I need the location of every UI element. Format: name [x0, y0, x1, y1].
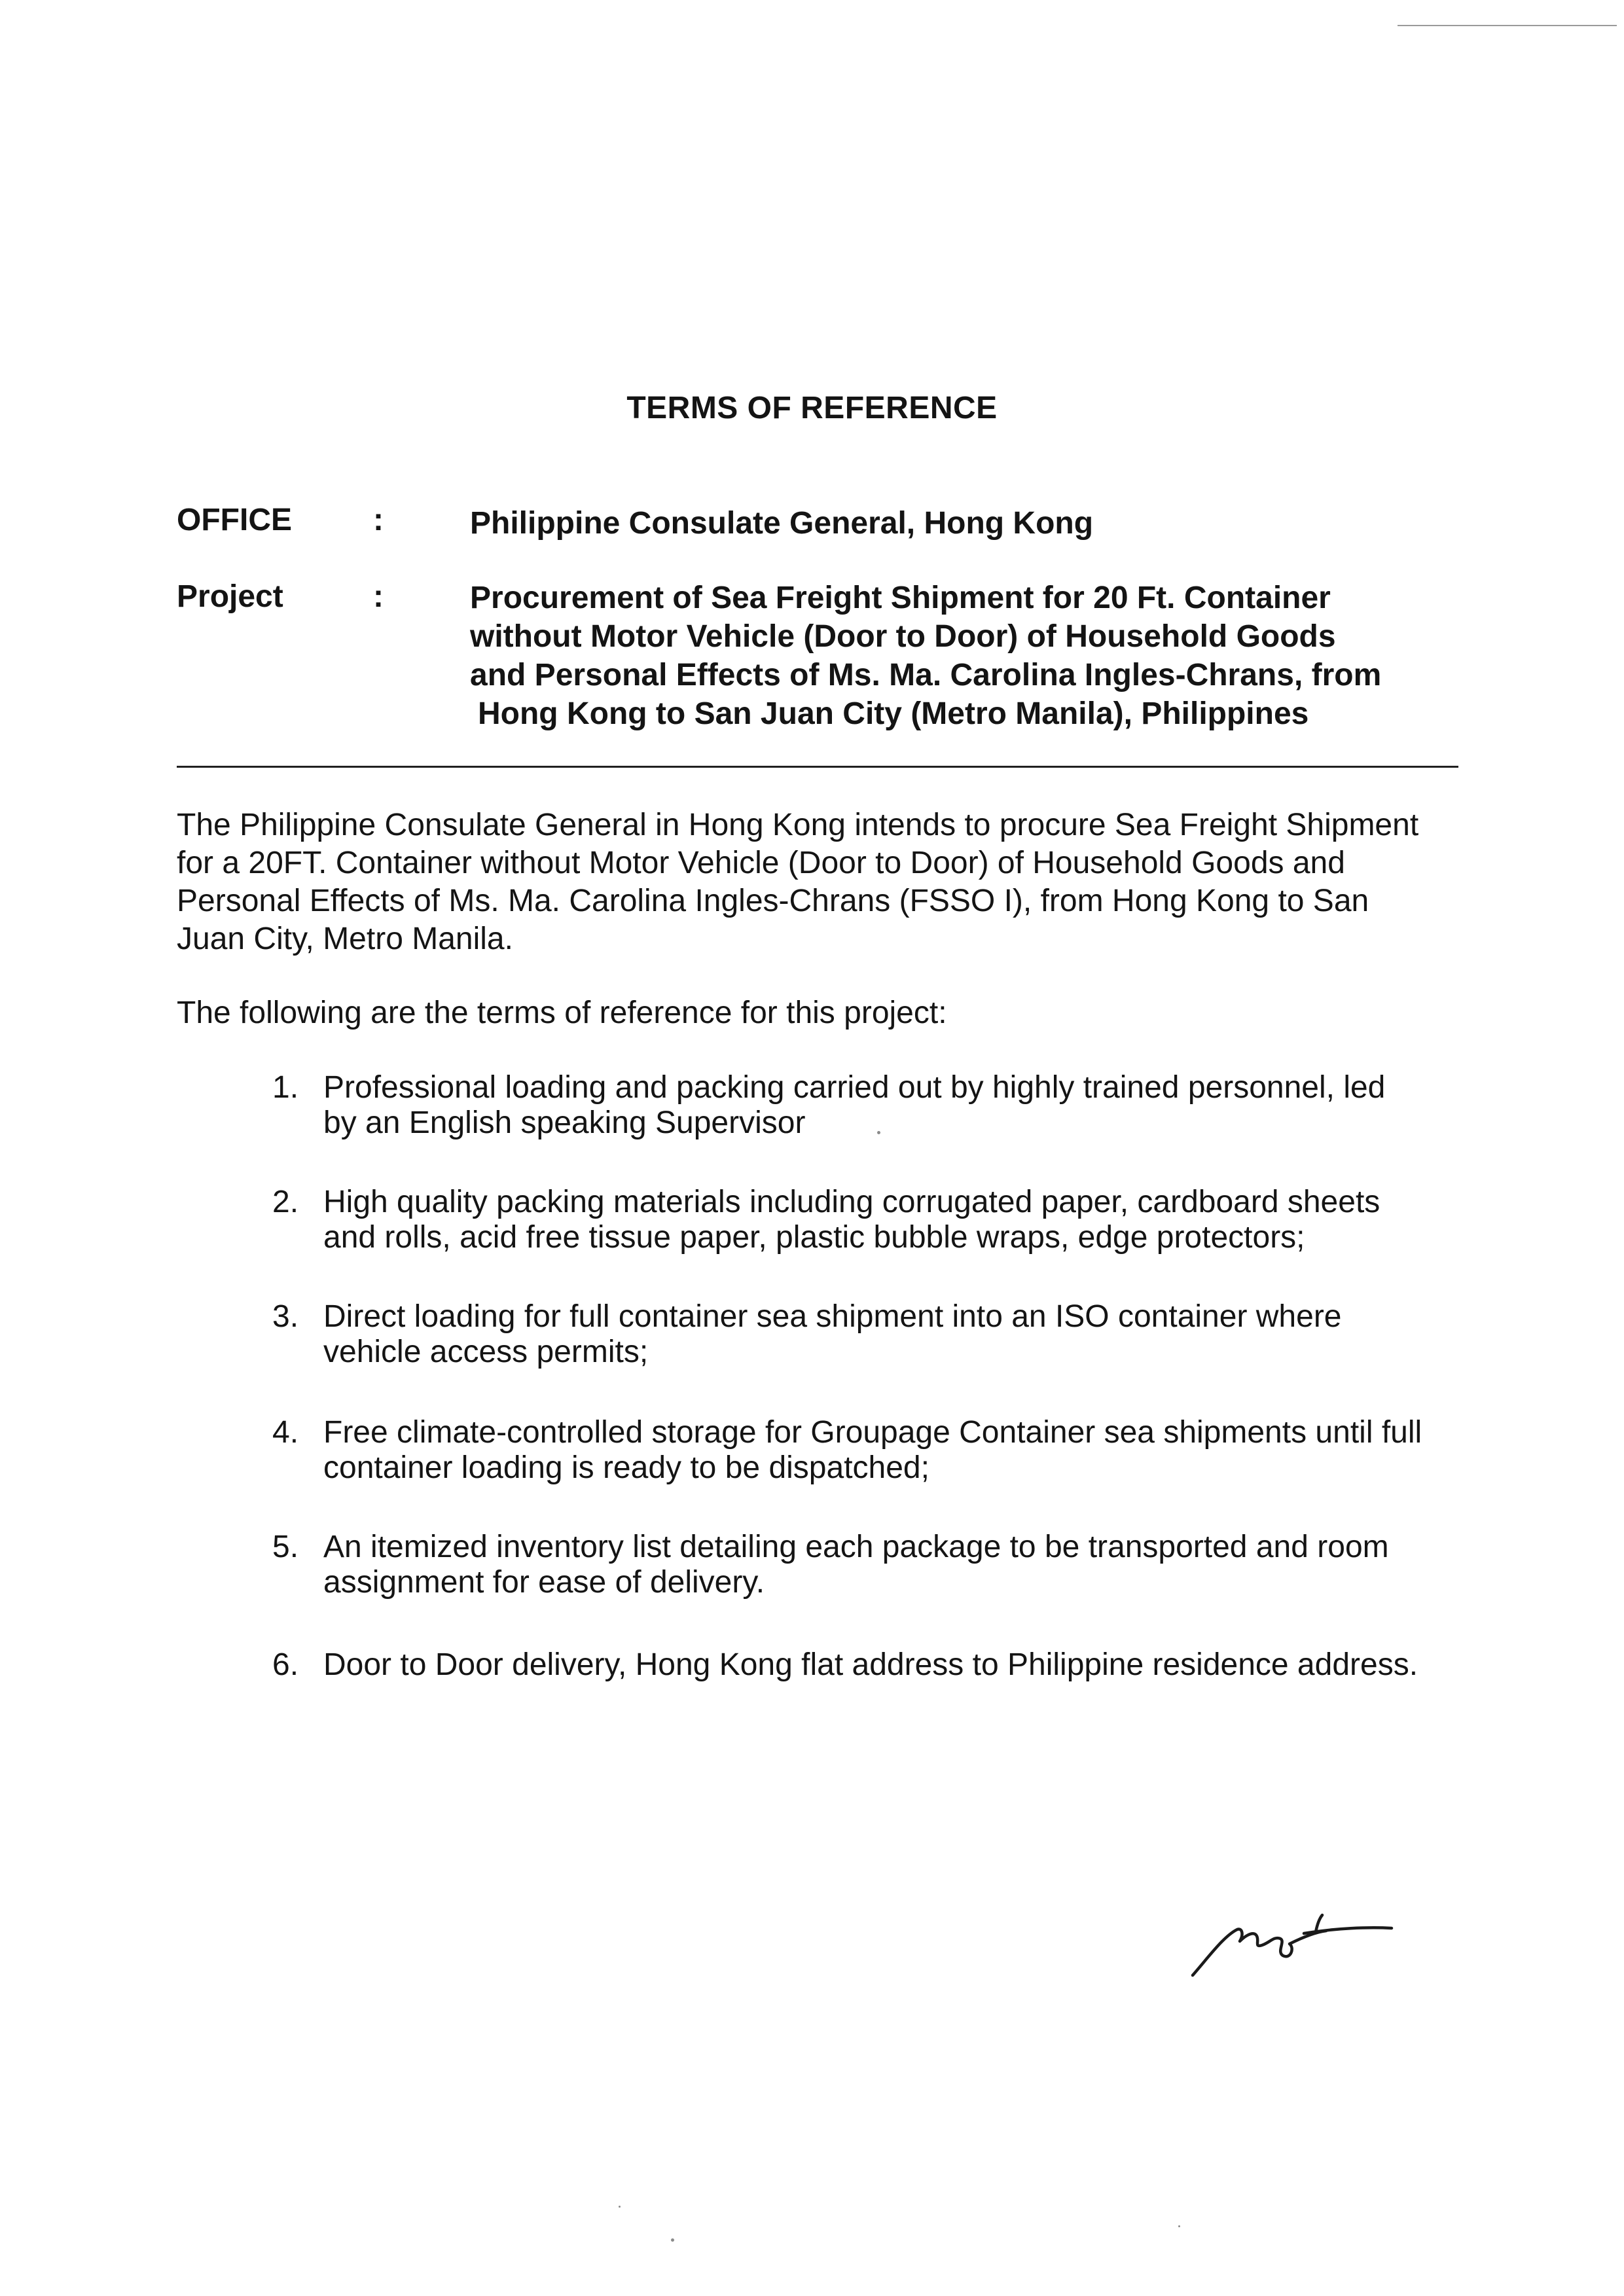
project-colon: :: [373, 579, 384, 614]
term-number: 2.: [272, 1185, 299, 1219]
term-text: [323, 1299, 1459, 1370]
project-label: Project: [177, 579, 283, 614]
term-line: by an English speaking Supervisor: [323, 1105, 806, 1140]
office-label: OFFICE: [177, 503, 292, 537]
intro-paragraph: [177, 806, 1458, 958]
term-line: Direct loading for full container sea shipment into an ISO container where: [323, 1299, 1342, 1334]
office-value: [470, 504, 1093, 543]
term-line: container loading is ready to be dispatched;: [323, 1450, 929, 1485]
office-value-text: Philippine Consulate General, Hong Kong: [470, 506, 1094, 541]
scan-speck: [671, 2238, 674, 2242]
term-line: assignment for ease of delivery.: [323, 1565, 765, 1600]
term-line: Door to Door delivery, Hong Kong flat address to Philippine residence address.: [323, 1647, 1418, 1682]
term-number: 3.: [272, 1299, 299, 1334]
signature-icon: [1178, 1898, 1401, 1983]
scan-edge-line: [1398, 25, 1617, 26]
term-text: [323, 1070, 1459, 1141]
scan-speck: [619, 2206, 621, 2208]
term-number: 5.: [272, 1530, 299, 1564]
project-value: [470, 579, 1381, 733]
term-line: Professional loading and packing carried out by highly trained personnel, led: [323, 1070, 1386, 1105]
project-line: Hong Kong to San Juan City (Metro Manila), Philippines: [478, 696, 1309, 731]
term-text: [323, 1415, 1459, 1486]
term-number: 1.: [272, 1070, 299, 1105]
office-colon: :: [373, 503, 384, 537]
document-title: TERMS OF REFERENCE: [626, 391, 998, 425]
term-line: An itemized inventory list detailing each package to be transported and room: [323, 1530, 1389, 1564]
terms-lead-in: The following are the terms of reference for this project:: [177, 996, 947, 1030]
intro-line: Juan City, Metro Manila.: [177, 922, 513, 956]
term-text: [323, 1647, 1459, 1683]
intro-line: The Philippine Consulate General in Hong Kong intends to procure Sea Freight Shipment: [177, 808, 1419, 842]
term-number: 6.: [272, 1647, 299, 1682]
term-line: High quality packing materials including corrugated paper, cardboard sheets: [323, 1185, 1380, 1219]
scan-speck: [877, 1131, 880, 1134]
term-text: [323, 1530, 1459, 1600]
term-line: and rolls, acid free tissue paper, plastic bubble wraps, edge protectors;: [323, 1220, 1305, 1255]
term-line: Free climate-controlled storage for Groupage Container sea shipments until full: [323, 1415, 1422, 1450]
project-line: Procurement of Sea Freight Shipment for 20 Ft. Container: [470, 581, 1331, 615]
term-line: vehicle access permits;: [323, 1335, 649, 1369]
term-text: [323, 1185, 1459, 1255]
project-line: without Motor Vehicle (Door to Door) of Household Goods: [470, 619, 1336, 654]
term-number: 4.: [272, 1415, 299, 1450]
project-line: and Personal Effects of Ms. Ma. Carolina Ingles-Chrans, from: [470, 658, 1382, 692]
section-divider: [177, 766, 1458, 768]
intro-line: Personal Effects of Ms. Ma. Carolina Ingles-Chrans (FSSO I), from Hong Kong to San: [177, 884, 1369, 918]
scan-speck: [1178, 2225, 1180, 2227]
intro-line: for a 20FT. Container without Motor Vehicle (Door to Door) of Household Goods and: [177, 846, 1345, 880]
